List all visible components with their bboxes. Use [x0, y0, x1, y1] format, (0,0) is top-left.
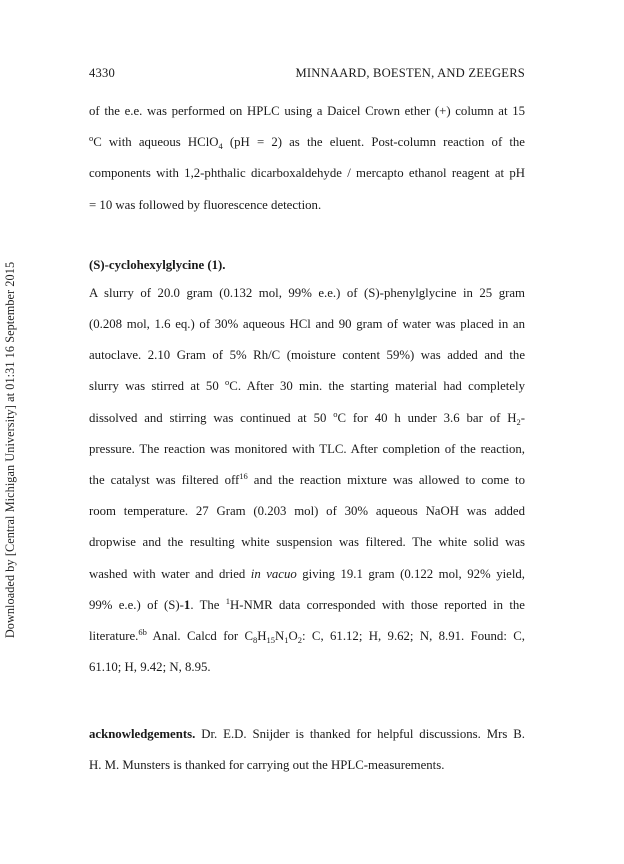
acknowledgements — [89, 719, 525, 781]
text-line: = 10 was followed by fluorescence detection. — [89, 197, 322, 212]
text-line: H. M. Munsters is thanked for carrying out the HPLC-measurements. — [89, 758, 445, 773]
text-line: components with 1,2-phthalic dicarboxaldehyde / mercapto ethanol reagent at pH — [89, 166, 525, 181]
section-heading: (S)-cyclohexylglycine (1). — [89, 257, 226, 272]
text-line: (0.208 mol, 1.6 eq.) of 30% aqueous HCl and 90 gram of water was placed in an — [89, 317, 525, 332]
paragraph-synthesis — [89, 278, 525, 684]
text-line: 61.10; H, 9.42; N, 8.95. — [89, 660, 211, 675]
download-watermark-text: Downloaded by [Central Michigan University] at 01:31 16 September 2015 — [3, 261, 17, 639]
text-line: $^o$C with aqueous HClO$_4$ (pH = 2) as the eluent. Post-column reaction of the — [89, 133, 525, 152]
text-line: room temperature. 27 Gram (0.203 mol) of 30% aqueous NaOH was added — [89, 504, 525, 519]
acknowledgements-label: acknowledgements. — [89, 727, 196, 742]
page-number: 4330 — [89, 66, 115, 80]
reference-marker: 16 — [239, 471, 248, 482]
article-body — [89, 96, 525, 781]
text-line: acknowledgements. Dr. E.D. Snijder is thanked for helpful discussions. Mrs B. — [89, 727, 525, 742]
text-line: A slurry of 20.0 gram (0.132 mol, 99% e.e.) of (S)-phenylglycine in 25 gram — [89, 285, 525, 300]
running-head: MINNAARD, BOESTEN, AND ZEEGERS — [295, 66, 525, 80]
reference-marker: 6b — [138, 627, 147, 638]
text-line: washed with water and dried in vacuo giving 19.1 gram (0.122 mol, 92% yield, — [89, 566, 525, 581]
text-line: autoclave. 2.10 Gram of 5% Rh/C (moisture content 59%) was added and the — [89, 348, 525, 363]
paragraph-hplc — [89, 96, 525, 221]
text-line: literature.$^{6b}$ Anal. Calcd for $C_8H_{15}N_1O_2$: C, 61.12; H, 9.62; N, 8.91. Found: C, — [89, 627, 525, 646]
text-line: dissolved and stirring was continued at 50 $^o$C for 40 h under 3.6 bar of $H_2-$ — [89, 408, 526, 427]
text-line: 99% e.e.) of (S)-1. The $^1$H-NMR data corresponded with those reported in the — [89, 595, 525, 612]
text-line: slurry was stirred at 50 $^o$C. After 30 min. the starting material had completely — [89, 377, 525, 394]
text-line: the catalyst was filtered off$^{16}$ and the reaction mixture was allowed to come to — [89, 471, 525, 488]
text-line: pressure. The reaction was monitored with TLC. After completion of the reaction, — [89, 441, 525, 456]
text-line: of the e.e. was performed on HPLC using a Daicel Crown ether (+) column at 15 — [89, 104, 525, 118]
text-line: dropwise and the resulting white suspension was filtered. The white solid was — [89, 535, 525, 550]
